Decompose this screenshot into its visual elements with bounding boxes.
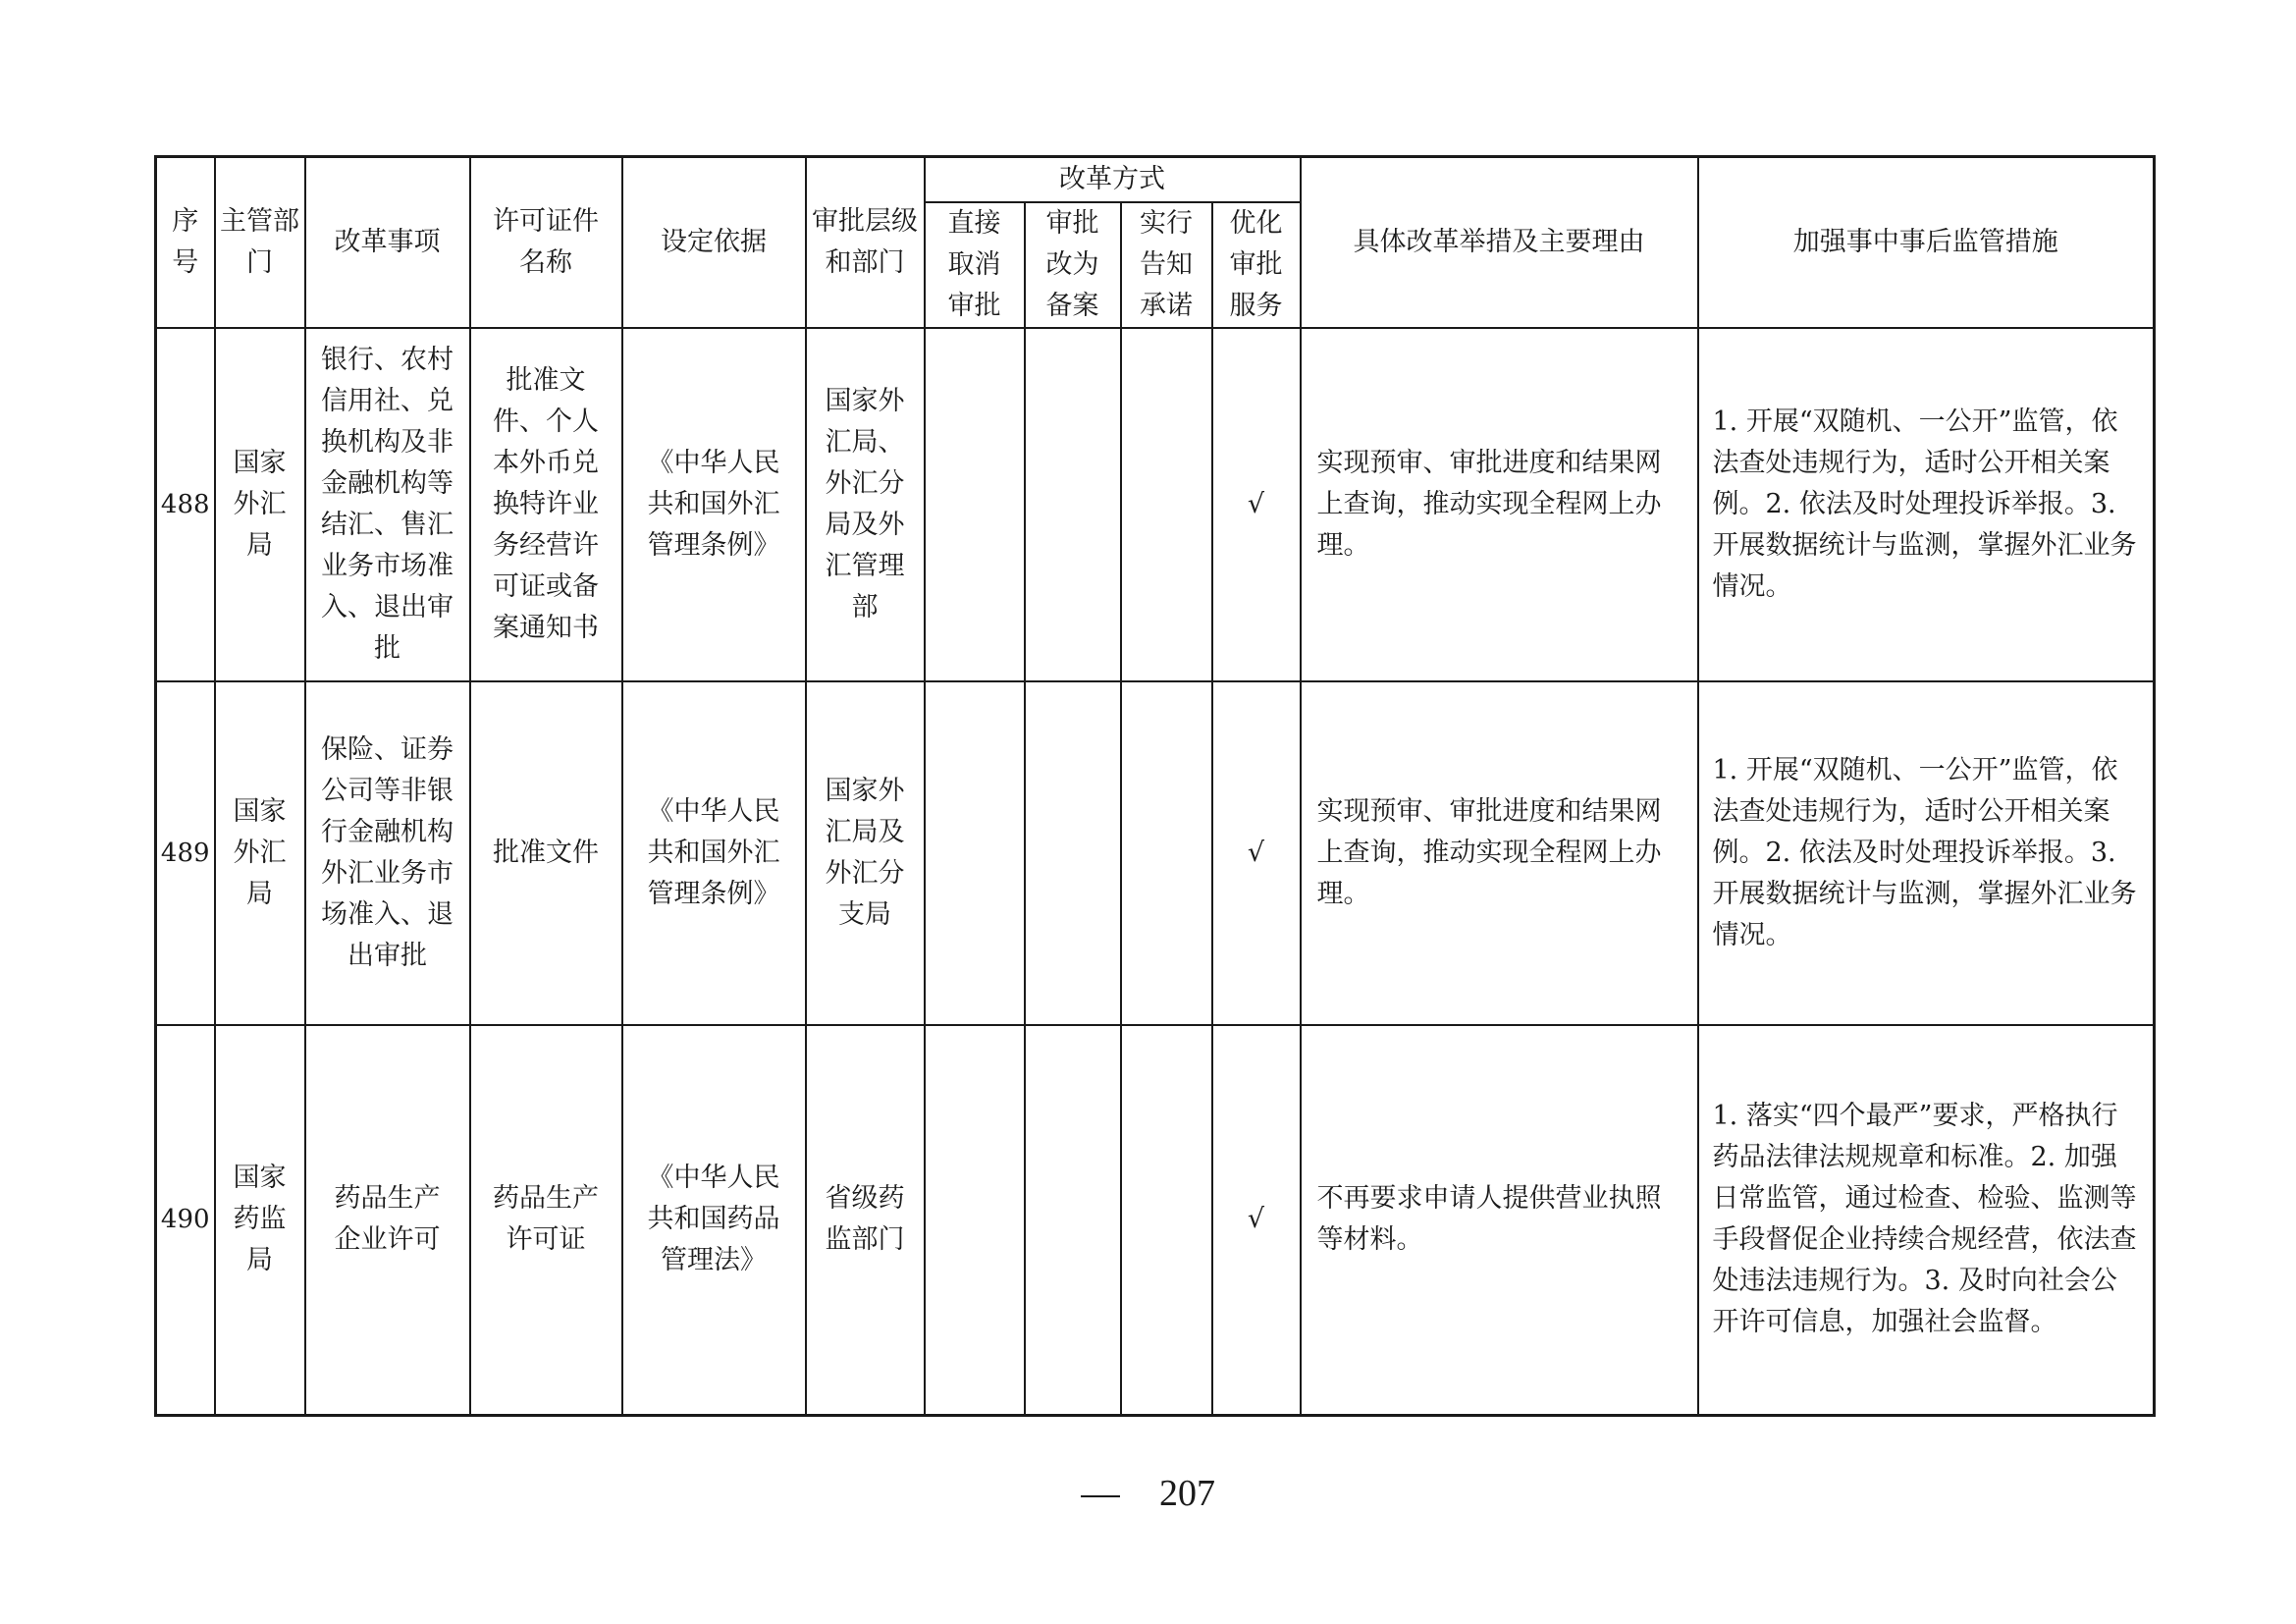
measures-cell: 不再要求申请人提供营业执照等材料。	[1301, 1025, 1698, 1416]
level-cell: 省级药监部门	[806, 1025, 925, 1416]
level-cell: 国家外汇局及外汇分支局	[806, 681, 925, 1025]
page-number-dash	[1081, 1495, 1120, 1497]
table-row	[156, 1025, 2155, 1416]
measures-cell: 实现预审、审批进度和结果网上查询，推动实现全程网上办理。	[1301, 681, 1698, 1025]
table-row	[156, 328, 2155, 681]
cancel-cell	[925, 328, 1025, 681]
reform-items-table	[154, 155, 2156, 1417]
supervision-cell: 1. 落实“四个最严”要求，严格执行药品法律法规规章和标准。2. 加强日常监管，通过检查、检验、监测等手段督促企业持续合规经营，依法查处违法违规行为。3. 及时向社会公开许可信息，加强社会监督。	[1698, 1025, 2155, 1416]
header-measures: 具体改革举措及主要理由	[1301, 157, 1698, 328]
optimize-check-cell: √	[1212, 328, 1301, 681]
cancel-cell	[925, 1025, 1025, 1416]
basis-cell: 《中华人民共和国药品管理法》	[622, 1025, 806, 1416]
notify-cell	[1121, 328, 1212, 681]
notify-cell	[1121, 1025, 1212, 1416]
header-license: 许可证件名称	[470, 157, 622, 328]
page-number: 207	[1159, 1473, 1215, 1514]
item-cell: 药品生产企业许可	[305, 1025, 470, 1416]
basis-cell: 《中华人民共和国外汇管理条例》	[622, 328, 806, 681]
header-method-group: 改革方式	[925, 157, 1301, 202]
level-cell: 国家外汇局、外汇分局及外汇管理部	[806, 328, 925, 681]
filing-cell	[1025, 328, 1121, 681]
header-basis: 设定依据	[622, 157, 806, 328]
page-footer	[0, 1471, 2296, 1516]
seq-cell: 489	[156, 681, 215, 1025]
header-dept: 主管部门	[215, 157, 305, 328]
header-seq: 序号	[156, 157, 215, 328]
item-cell: 保险、证券公司等非银行金融机构外汇业务市场准入、退出审批	[305, 681, 470, 1025]
license-cell: 批准文件	[470, 681, 622, 1025]
header-method-filing: 审批改为备案	[1025, 202, 1121, 328]
optimize-check-cell: √	[1212, 681, 1301, 1025]
header-method-cancel: 直接取消审批	[925, 202, 1025, 328]
notify-cell	[1121, 681, 1212, 1025]
header-method-notify: 实行告知承诺	[1121, 202, 1212, 328]
measures-cell: 实现预审、审批进度和结果网上查询，推动实现全程网上办理。	[1301, 328, 1698, 681]
table-row	[156, 681, 2155, 1025]
optimize-check-cell: √	[1212, 1025, 1301, 1416]
cancel-cell	[925, 681, 1025, 1025]
header-method-optimize: 优化审批服务	[1212, 202, 1301, 328]
header-item: 改革事项	[305, 157, 470, 328]
item-cell: 银行、农村信用社、兑换机构及非金融机构等结汇、售汇业务市场准入、退出审批	[305, 328, 470, 681]
dept-cell: 国家外汇局	[215, 681, 305, 1025]
supervision-cell: 1. 开展“双随机、一公开”监管，依法查处违规行为，适时公开相关案例。2. 依法及时处理投诉举报。3. 开展数据统计与监测，掌握外汇业务情况。	[1698, 681, 2155, 1025]
header-level: 审批层级和部门	[806, 157, 925, 328]
dept-cell: 国家药监局	[215, 1025, 305, 1416]
seq-cell: 490	[156, 1025, 215, 1416]
supervision-cell: 1. 开展“双随机、一公开”监管，依法查处违规行为，适时公开相关案例。2. 依法及时处理投诉举报。3. 开展数据统计与监测，掌握外汇业务情况。	[1698, 328, 2155, 681]
filing-cell	[1025, 681, 1121, 1025]
header-supervision: 加强事中事后监管措施	[1698, 157, 2155, 328]
license-cell: 药品生产许可证	[470, 1025, 622, 1416]
dept-cell: 国家外汇局	[215, 328, 305, 681]
basis-cell: 《中华人民共和国外汇管理条例》	[622, 681, 806, 1025]
filing-cell	[1025, 1025, 1121, 1416]
seq-cell: 488	[156, 328, 215, 681]
license-cell: 批准文件、个人本外币兑换特许业务经营许可证或备案通知书	[470, 328, 622, 681]
header-row-top	[156, 157, 2155, 202]
